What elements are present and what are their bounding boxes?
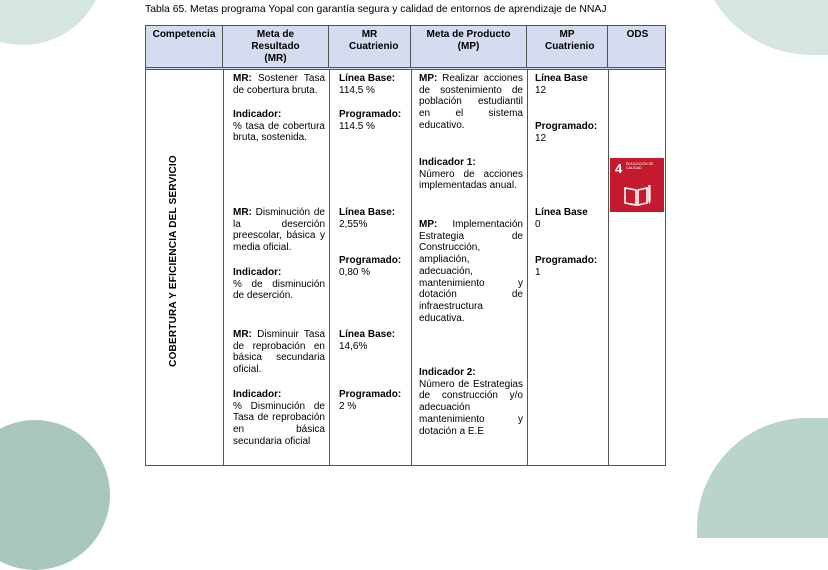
mr-1-indicator: Indicador: % tasa de cobertura bruta, sostenida. <box>233 109 325 144</box>
decor-shape-top-right <box>697 0 828 55</box>
decor-circle-bottom-left <box>0 420 110 570</box>
mr-3-baseline: Línea Base: 14,6% <box>339 329 396 352</box>
mr-2-text: MR: Disminución de la deserción preescolar, básica y media oficial. <box>233 207 325 254</box>
mp-1-baseline: Línea Base 12 <box>535 73 588 96</box>
table-caption: Tabla 65. Metas programa Yopal con garantía segura y calidad de entornos de aprendizaje de NNAJ <box>145 4 607 15</box>
decor-shape-bottom-right <box>697 418 828 538</box>
header-competencia: Competencia <box>146 26 223 67</box>
mr-1-text: MR: Sostener Tasa de cobertura bruta. <box>233 73 326 96</box>
decor-circle-top-left <box>0 0 105 45</box>
header-ods: ODS <box>626 29 649 40</box>
mp-2-programmed: Programado: 1 <box>535 255 598 278</box>
header-mr: Meta de Resultado (MR) <box>223 26 329 67</box>
goals-table <box>145 25 666 466</box>
mp-2-baseline: Línea Base 0 <box>535 207 588 230</box>
ods-4-badge <box>610 158 664 212</box>
mp-2-text: MP: Implementación Estrategia de Construcción, ampliación, adecuación, mantenimiento y dotación de infraestructura educativa. <box>419 219 523 324</box>
competencia-label: COBERTURA Y EFICIENCIA DEL SERVICIO <box>168 155 179 367</box>
mp-2-indicator: Indicador 2: Número de Estrategias de construcción y/o adecuación mantenimiento y dotación a E.E <box>419 367 523 437</box>
mp-1-indicator: Indicador 1: Número de acciones implementadas anual. <box>419 157 523 192</box>
col-divider <box>329 70 330 465</box>
ods-number: 4 <box>615 161 623 176</box>
col-divider <box>411 70 412 465</box>
mp-1-text: MP: Realizar acciones de sostenimiento de población estudiantil en el sistema educativo. <box>419 73 523 131</box>
header-mr-cuatrienio: MR Cuatrienio <box>329 26 411 67</box>
mr-2-indicator: Indicador: % de disminución de deserción. <box>233 267 325 302</box>
mr-1-programmed: Programado: 114.5 % <box>339 109 402 132</box>
col-divider <box>608 70 609 465</box>
book-pencil-icon <box>623 184 651 206</box>
mr-3-programmed: Programado: 2 % <box>339 389 402 412</box>
mr-3-indicator: Indicador: % Disminución de Tasa de reprobación en básica secundaria oficial <box>233 389 325 447</box>
mr-2-programmed: Programado: 0,80 % <box>339 255 402 278</box>
mr-2-baseline: Línea Base: 2,55% <box>339 207 396 230</box>
col-divider <box>527 70 528 465</box>
table-header <box>146 26 665 70</box>
header-mp: Meta de Producto (MP) <box>411 26 527 67</box>
ods-label: EDUCACIÓN DE CALIDAD <box>626 162 654 170</box>
mr-3-text: MR: Disminuir Tasa de reprobación en básica secundaria oficial. <box>233 329 325 376</box>
mp-1-programmed: Programado: 12 <box>535 121 598 144</box>
mr-1-baseline: Línea Base: 114,5 % <box>339 73 396 96</box>
header-mp-cuatrienio: MP Cuatrienio <box>527 26 608 67</box>
col-divider <box>223 70 224 465</box>
